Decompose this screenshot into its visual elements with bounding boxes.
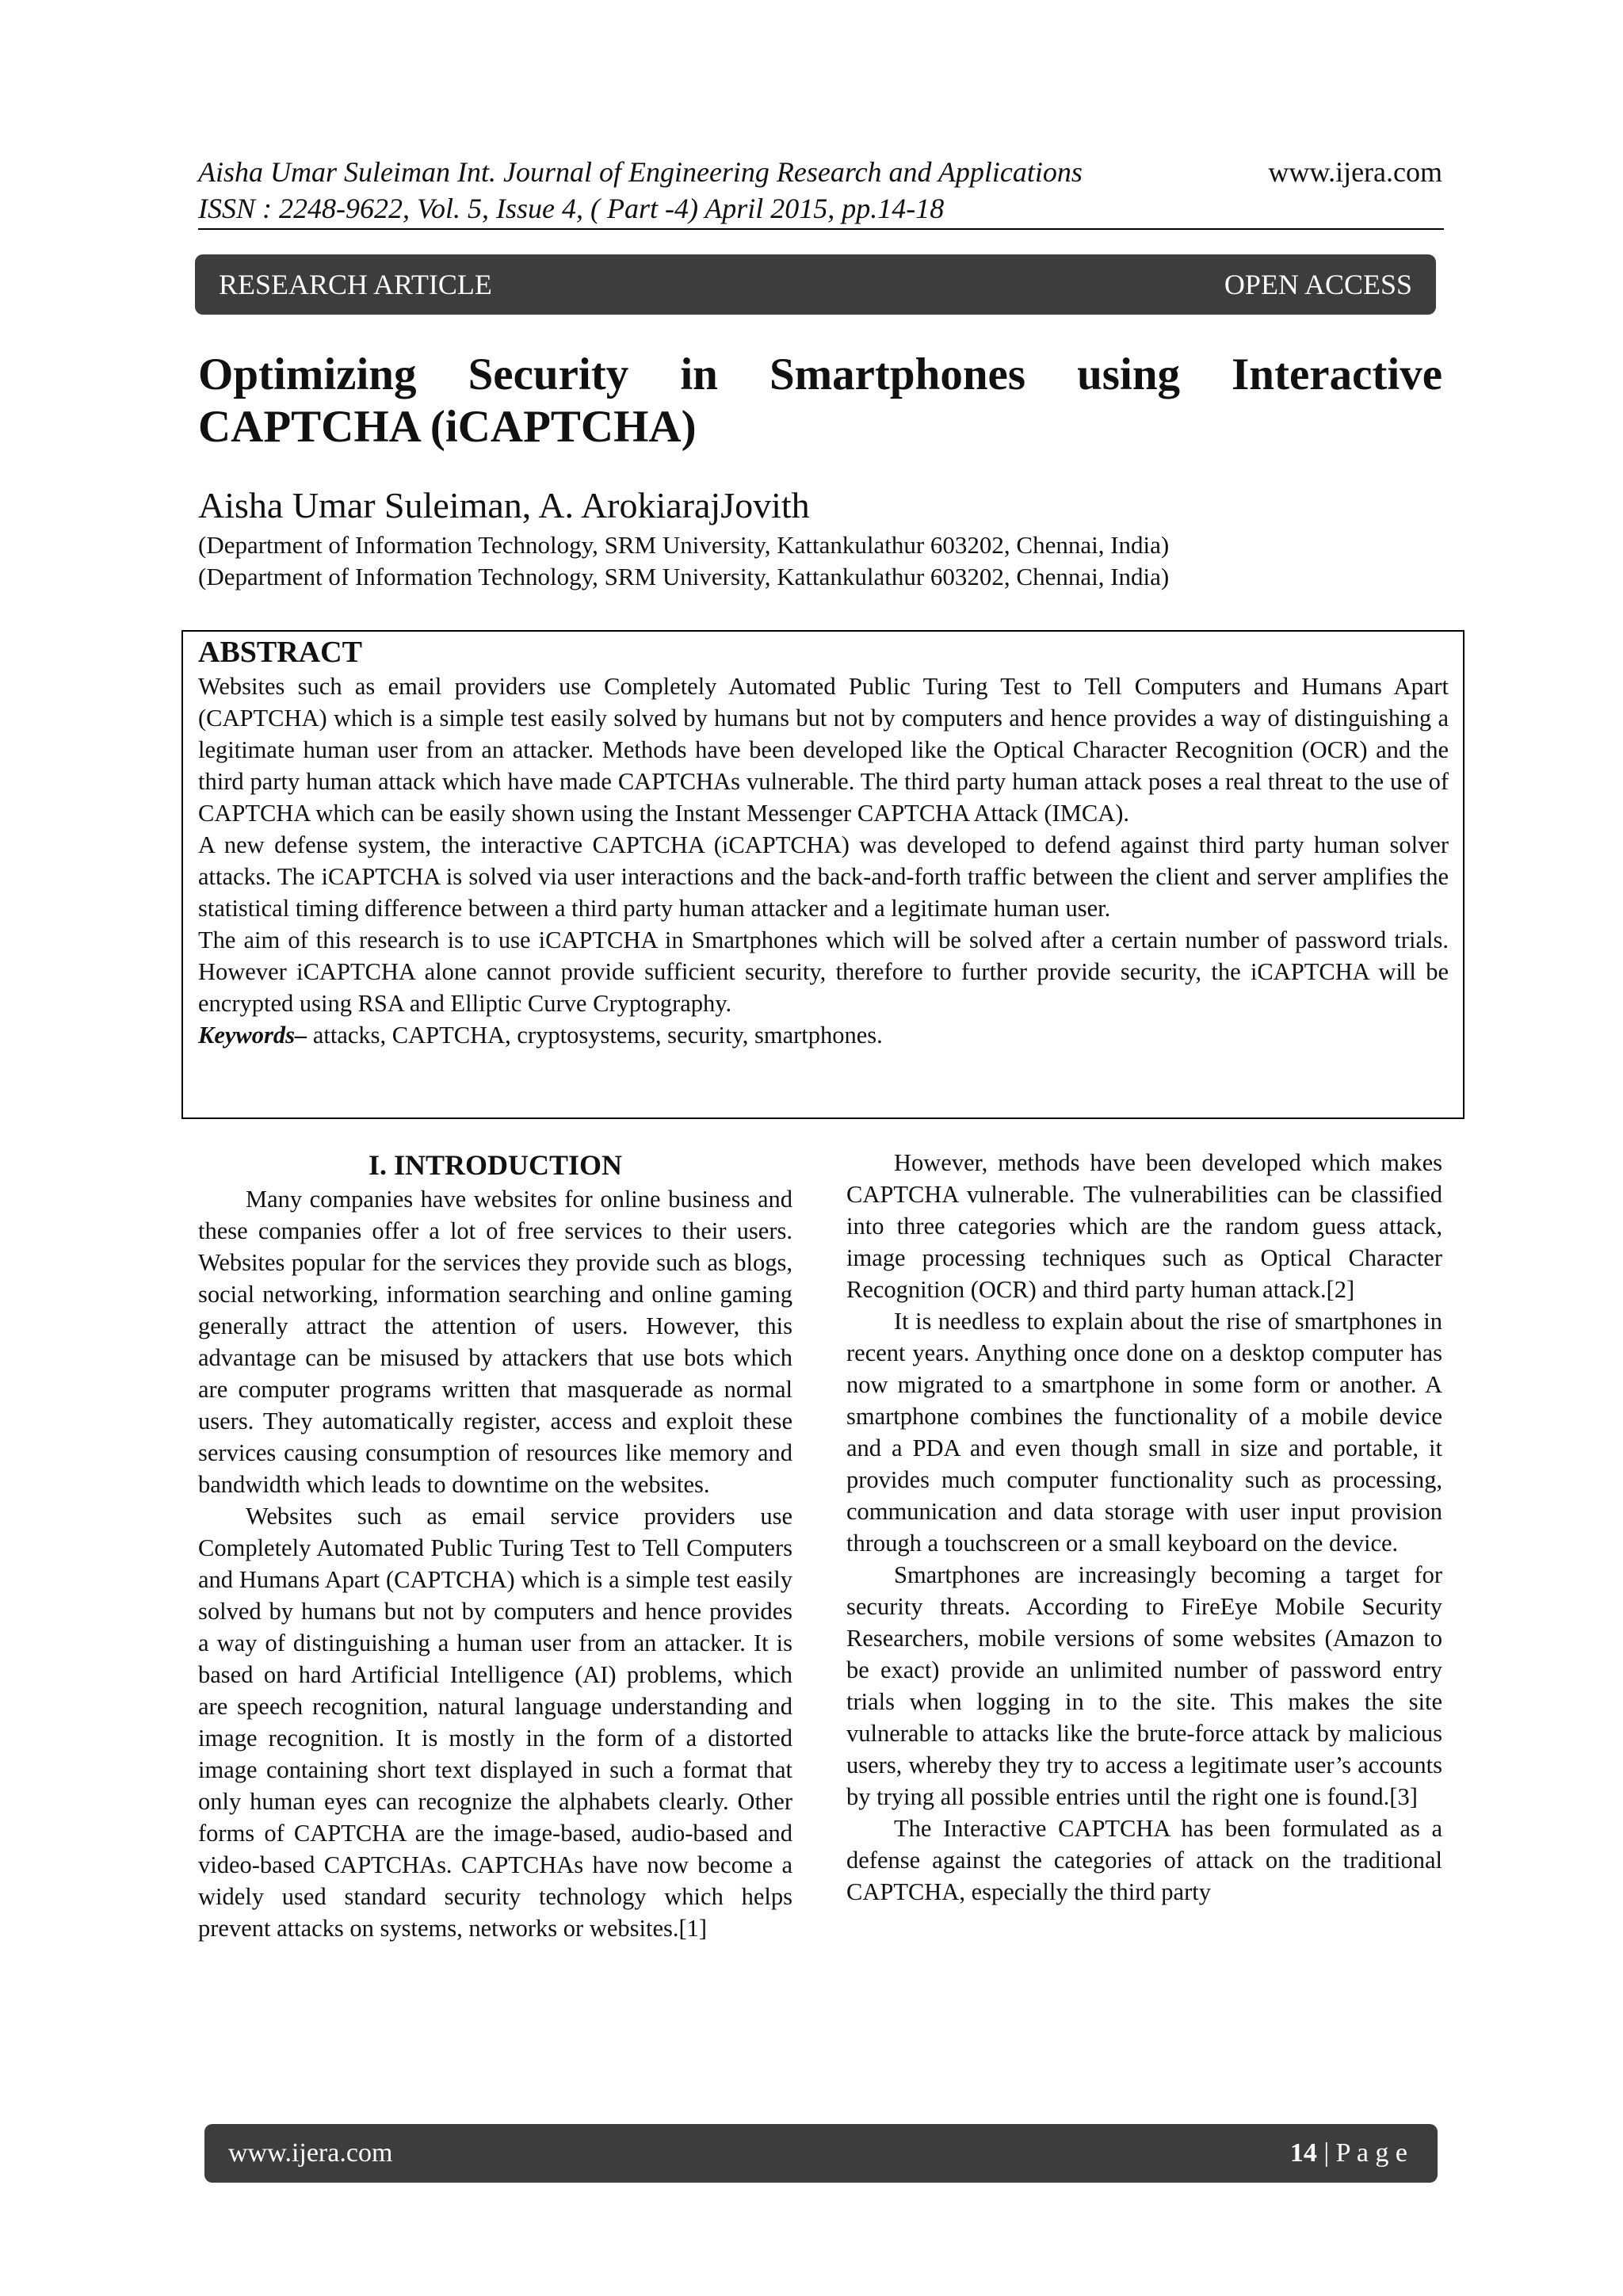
body-paragraph: The Interactive CAPTCHA has been formulated as a defense against the categories of attack on the traditional CAPTCHA, especially the third party	[846, 1815, 1442, 1905]
banner-open-access: OPEN ACCESS	[1224, 269, 1412, 300]
page-number	[1290, 2124, 1407, 2183]
abstract-body	[198, 670, 1449, 1051]
abstract-paragraph: The aim of this research is to use iCAPTCHA in Smartphones which will be solved after a certain number of password trials. However iCAPTCHA alone cannot provide sufficient security, therefore to further provide security, the iCAPTCHA will be encrypted using RSA and Elliptic Curve Cryptography.	[198, 926, 1449, 1017]
paper-authors: Aisha Umar Suleiman, A. ArokiarajJovith	[198, 485, 810, 525]
keywords-label: Keywords–	[198, 1022, 307, 1049]
left-column	[198, 1147, 792, 1944]
page-label: | P a g e	[1316, 2138, 1407, 2168]
section-heading-introduction: I. INTRODUCTION	[368, 1149, 623, 1181]
body-paragraph: However, methods have been developed which makes CAPTCHA vulnerable. The vulnerabilities can be classified into three categories which are the random guess attack, image processing techniques such as Optical Character Recognition (OCR) and third party human attack.[2]	[846, 1149, 1442, 1303]
abstract-paragraph: A new defense system, the interactive CAPTCHA (iCAPTCHA) was developed to defend against third party human solver attacks. The iCAPTCHA is solved via user interactions and the back-and-forth traffic between the client and server amplifies the statistical timing difference between a third party human attacker and a legitimate human user.	[198, 831, 1449, 922]
header-rule	[198, 228, 1444, 230]
banner-research-article: RESEARCH ARTICLE	[219, 269, 492, 300]
page-footer	[204, 2124, 1438, 2183]
page-number-value: 14	[1289, 2138, 1317, 2168]
right-column	[846, 1147, 1442, 1908]
body-paragraph: Websites such as email service providers use Completely Automated Public Turing Test to Tell Computers and Humans Apart (CAPTCHA) which is a simple test easily solved by humans but not by computers and hence provides a way of distinguishing a human user from an attacker. It is based on hard Artificial Intelligence (AI) problems, which are speech recognition, natural language understanding and image recognition. It is mostly in the form of a distorted image containing short text displayed in such a format that only human eyes can recognize the alphabets clearly. Other forms of CAPTCHA are the image-based, audio-based and video-based CAPTCHAs. CAPTCHAs have now become a widely used standard security technology which helps prevent attacks on systems, networks or websites.[1]	[198, 1503, 792, 1942]
affiliation-2: (Department of Information Technology, SRM University, Kattankulathur 603202, Chennai, India)	[198, 563, 1170, 590]
abstract-heading: ABSTRACT	[198, 636, 362, 669]
keywords-text: attacks, CAPTCHA, cryptosystems, security, smartphones.	[307, 1022, 883, 1049]
body-paragraph: Many companies have websites for online business and these companies offer a lot of free services to their users. Websites popular for the services they provide such as blogs, social networking, information searching and online gaming generally attract the attention of users. However, this advantage can be misused by attackers that use bots which are computer programs written that masquerade as normal users. They automatically register, access and exploit these services causing consumption of resources like memory and bandwidth which leads to downtime on the websites.	[198, 1186, 792, 1498]
body-paragraph: Smartphones are increasingly becoming a target for security threats. According to FireEye Mobile Security Researchers, mobile versions of some websites (Amazon to be exact) provide an unlimited number of password entry trials when logging in to the site. This makes the site vulnerable to attacks like the brute-force attack by malicious users, whereby they try to access a legitimate user’s accounts by trying all possible entries until the right one is found.[3]	[846, 1561, 1442, 1810]
footer-url: www.ijera.com	[228, 2138, 393, 2168]
affiliation-1: (Department of Information Technology, SRM University, Kattankulathur 603202, Chennai, India)	[198, 531, 1170, 559]
body-paragraph: It is needless to explain about the rise of smartphones in recent years. Anything once done on a desktop computer has now migrated to a smartphone in some form or another. A smartphone combines the functionality of a mobile device and a PDA and even though small in size and portable, it provides much computer functionality such as processing, communication and data storage with user input provision through a touchscreen or a small keyboard on the device.	[846, 1308, 1442, 1557]
header-citation-line2: ISSN : 2248-9622, Vol. 5, Issue 4, ( Part -4) April 2015, pp.14-18	[198, 193, 945, 224]
abstract-paragraph: Websites such as email providers use Completely Automated Public Turing Test to Tell Computers and Humans Apart (CAPTCHA) which is a simple test easily solved by humans but not by computers and hence provides a way of distinguishing a legitimate human user from an attacker. Methods have been developed like the Optical Character Recognition (OCR) and the third party human attack which have made CAPTCHAs vulnerable. The third party human attack poses a real threat to the use of CAPTCHA which can be easily shown using the Instant Messenger CAPTCHA Attack (IMCA).	[198, 673, 1449, 827]
header-url: www.ijera.com	[1268, 156, 1442, 188]
journal-header	[198, 154, 1442, 227]
paper-title: Optimizing Security in Smartphones using Interactive CAPTCHA (iCAPTCHA)	[198, 350, 1442, 452]
keywords-line	[198, 1019, 1449, 1051]
article-type-banner	[195, 254, 1436, 315]
header-citation-line1: Aisha Umar Suleiman Int. Journal of Engineering Research and Applications	[198, 156, 1083, 188]
